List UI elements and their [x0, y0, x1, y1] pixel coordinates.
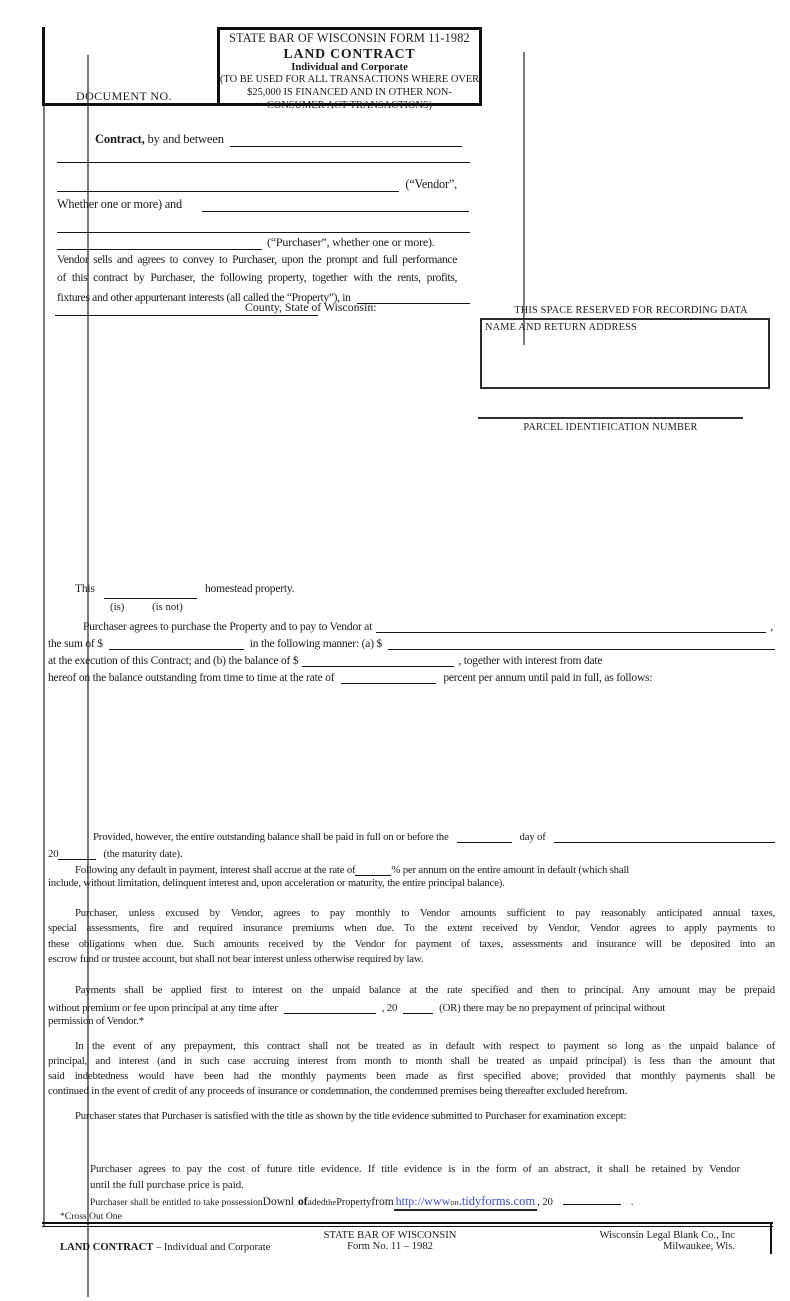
homestead-suffix: homestead property. — [205, 583, 295, 595]
title-review-text: Purchaser states that Purchaser is satisfied with the title as shown by the title evidence submitted to Purchaser for examination except: — [75, 1110, 627, 1122]
homestead-is-not-option: (is not) — [152, 601, 183, 613]
default-line-1b: % per annum on the entire amount in default (which shall — [391, 864, 630, 876]
title-evidence-line-2: until the full purchase price is paid. — [90, 1179, 244, 1191]
watermark-aded: aded — [307, 1197, 326, 1208]
blank-vendor-name-line-2[interactable] — [57, 178, 399, 192]
possession-the: the — [325, 1197, 337, 1207]
tidyforms-url-domain[interactable]: .tidyforms.com — [458, 1194, 536, 1208]
possession-of: of — [297, 1196, 308, 1208]
pay-line-4a: hereof on the balance outstanding from time to time at the rate of — [48, 672, 335, 684]
escrow-line-4: escrow fund or trustee account, but shall not bear interest unless otherwise required by law. — [48, 953, 424, 965]
blank-balance[interactable] — [302, 653, 454, 667]
blank-prepayment-date[interactable] — [284, 1000, 376, 1014]
title-evidence-line-1: Purchaser agrees to pay the cost of future title evidence. If title evidence is in the form of an abstract, it shall be retained by Vendor — [90, 1163, 740, 1175]
blank-contract-party-1[interactable] — [230, 133, 462, 147]
contract-word: Contract, — [95, 132, 145, 146]
footer-rule — [42, 1222, 773, 1227]
form-usage-line3: CONSUMER ACT TRANSACTIONS) — [266, 100, 433, 112]
watermark-downl: Downl — [262, 1196, 294, 1208]
left-margin-line-outer — [43, 105, 45, 1226]
recording-reserved-label: THIS SPACE RESERVED FOR RECORDING DATA — [514, 305, 748, 316]
blank-maturity-year[interactable] — [58, 846, 96, 860]
blank-default-rate[interactable] — [355, 862, 391, 876]
prepayment-line-4: continued in the event of credit of any proceeds of insurance or condemnation, the condemned premises being thereafter excluded herefrom. — [48, 1085, 628, 1097]
escrow-line-3: these obligations when due. Such amounts received by the Vendor for payment of taxes, assessments and insurance will be deposited into an — [48, 938, 775, 950]
footer-doc-subtitle: – Individual and Corporate — [153, 1242, 271, 1253]
possession-comma-20: , 20 — [537, 1197, 553, 1208]
form-usage-line1: (TO BE USED FOR ALL TRANSACTIONS WHERE OVER — [220, 74, 480, 85]
purchaser-designation: (“Purchaser”, whether one or more). — [267, 235, 435, 249]
pay-line-2a: the sum of $ — [48, 638, 103, 650]
default-line-1a: Following any default in payment, interest shall accrue at the rate of — [75, 864, 356, 876]
possession-period: . — [630, 1197, 634, 1208]
prepayment-line-2: principal, and interest (and in such case accruing interest from month to month shall be treated as unpaid principal) is less than the amount that — [48, 1055, 775, 1067]
conveyance-line-3: fixtures and other appurtenant interests (all called the “Property”), in — [57, 291, 351, 304]
blank-vendor-name-line-1[interactable] — [57, 149, 470, 163]
pay-line-3a: at the execution of this Contract; and (b) the balance of $ — [48, 655, 299, 667]
vendor-designation: (“Vendor”, — [405, 177, 457, 191]
pay-line-2b: in the following manner: (a) $ — [249, 638, 383, 650]
prepayment-line-3: said indebtedness would have been had the monthly payments been made as first specified above; provided that monthly payments shall be — [48, 1070, 775, 1082]
homestead-is-option: (is) — [110, 601, 125, 613]
parcel-id-label: PARCEL IDENTIFICATION NUMBER — [523, 422, 698, 433]
footer-doc-title: LAND CONTRACT — [60, 1242, 154, 1253]
form-title-line1: STATE BAR OF WISCONSIN FORM 11-1982 — [229, 31, 470, 45]
homestead-this-label: This — [75, 583, 95, 595]
footer-publisher-city: Milwaukee, Wis. — [662, 1241, 735, 1252]
payments-line-2c: (OR) there may be no prepayment of principal without — [439, 1002, 666, 1014]
blank-interest-rate[interactable] — [341, 670, 436, 684]
blank-purchaser-name-line-2[interactable] — [57, 219, 470, 233]
tidyforms-link[interactable] — [394, 1194, 537, 1211]
tidyforms-url-www[interactable]: http://www — [395, 1194, 451, 1208]
escrow-line-2: special assessments, fire and required insurance premiums when due. To the extent received by Vendor, Vendor agrees to apply payments to — [48, 922, 775, 934]
name-return-address-label: NAME AND RETURN ADDRESS — [485, 322, 637, 333]
whether-label: Whether one or more) and — [57, 197, 182, 211]
form-usage-line2: $25,000 IS FINANCED AND IN OTHER NON- — [247, 87, 452, 99]
default-line-2: include, without limitation, delinquent interest and, upon acceleration or maturity, the entire principal balance). — [48, 877, 505, 889]
blank-maturity-month[interactable] — [554, 829, 775, 843]
footer-form-no: Form No. 11 – 1982 — [347, 1241, 433, 1252]
pay-line-3b: , together with interest from date — [458, 655, 603, 667]
footer-right-tick — [770, 1222, 772, 1254]
prepayment-line-1: In the event of any prepayment, this contract shall not be treated as in default with respect to payment so long as the unpaid balance of — [75, 1040, 775, 1052]
payments-line-2b: , 20 — [381, 1002, 398, 1014]
possession-line — [90, 1193, 633, 1211]
blank-county[interactable] — [55, 302, 318, 316]
maturity-line-1a: Provided, however, the entire outstanding balance shall be paid in full on or before the — [93, 831, 449, 843]
blank-possession-year[interactable] — [563, 1193, 621, 1205]
blank-vendor-address[interactable] — [376, 619, 766, 633]
form-title-box — [217, 27, 482, 112]
footer-right — [555, 1230, 735, 1252]
footer-publisher: Wisconsin Legal Blank Co., Inc — [599, 1230, 735, 1241]
blank-homestead-is[interactable] — [104, 585, 197, 599]
footer-statebar: STATE BAR OF WISCONSIN — [323, 1230, 457, 1241]
pay-line-1-comma: , — [770, 621, 773, 633]
contract-lead-in — [57, 132, 224, 147]
conveyance-line-1: Vendor sells and agrees to convey to Purchaser, upon the prompt and full performance — [57, 253, 457, 266]
blank-purchaser-name-line-1[interactable] — [202, 198, 469, 212]
payments-line-2a: without premium or fee upon principal at any time after — [48, 1002, 278, 1014]
watermark-from: from — [371, 1196, 394, 1208]
footer-left — [60, 1242, 270, 1253]
parcel-rule — [478, 417, 743, 419]
escrow-line-1: Purchaser, unless excused by Vendor, agrees to pay monthly to Vendor amounts sufficient to pay reasonably anticipated annual taxes, — [75, 907, 775, 919]
pay-line-1: Purchaser agrees to purchase the Property and to pay to Vendor at — [83, 621, 373, 633]
top-box-left-border — [42, 27, 45, 105]
blank-maturity-day[interactable] — [457, 829, 512, 843]
payments-line-1: Payments shall be applied first to interest on the unpaid balance at the rate specified and then to principal. Any amount may be prepaid — [75, 984, 775, 996]
footer-center — [245, 1230, 535, 1252]
contract-lead-rest: by and between — [144, 132, 224, 146]
blank-sum[interactable] — [109, 636, 244, 650]
blank-purchaser-name-line-3[interactable] — [57, 236, 262, 250]
county-label: County, State of Wisconsin: — [245, 300, 377, 314]
blank-prepayment-year[interactable] — [403, 1000, 433, 1014]
form-title: LAND CONTRACT — [283, 46, 416, 61]
possession-property: Property — [336, 1197, 372, 1208]
possession-on: on — [450, 1198, 459, 1207]
pay-line-4b: percent per annum until paid in full, as follows: — [443, 672, 653, 684]
right-column-line — [523, 52, 525, 345]
maturity-day-of: day of — [519, 831, 546, 843]
payments-line-3: permission of Vendor.* — [48, 1015, 144, 1027]
form-subtitle: Individual and Corporate — [291, 62, 408, 73]
cross-out-footnote: *Cross Out One — [60, 1211, 122, 1222]
maturity-date-label: (the maturity date). — [103, 848, 183, 860]
conveyance-line-2: of this contract by Purchaser, the following property, together with the rents, profits, — [57, 271, 457, 284]
possession-prefix: Purchaser shall be entitled to take possession — [90, 1197, 263, 1208]
blank-down-payment[interactable] — [388, 636, 775, 650]
maturity-year-prefix: 20 — [48, 848, 59, 860]
document-no-label: DOCUMENT NO. — [76, 89, 172, 103]
name-return-address-box[interactable] — [480, 318, 770, 389]
